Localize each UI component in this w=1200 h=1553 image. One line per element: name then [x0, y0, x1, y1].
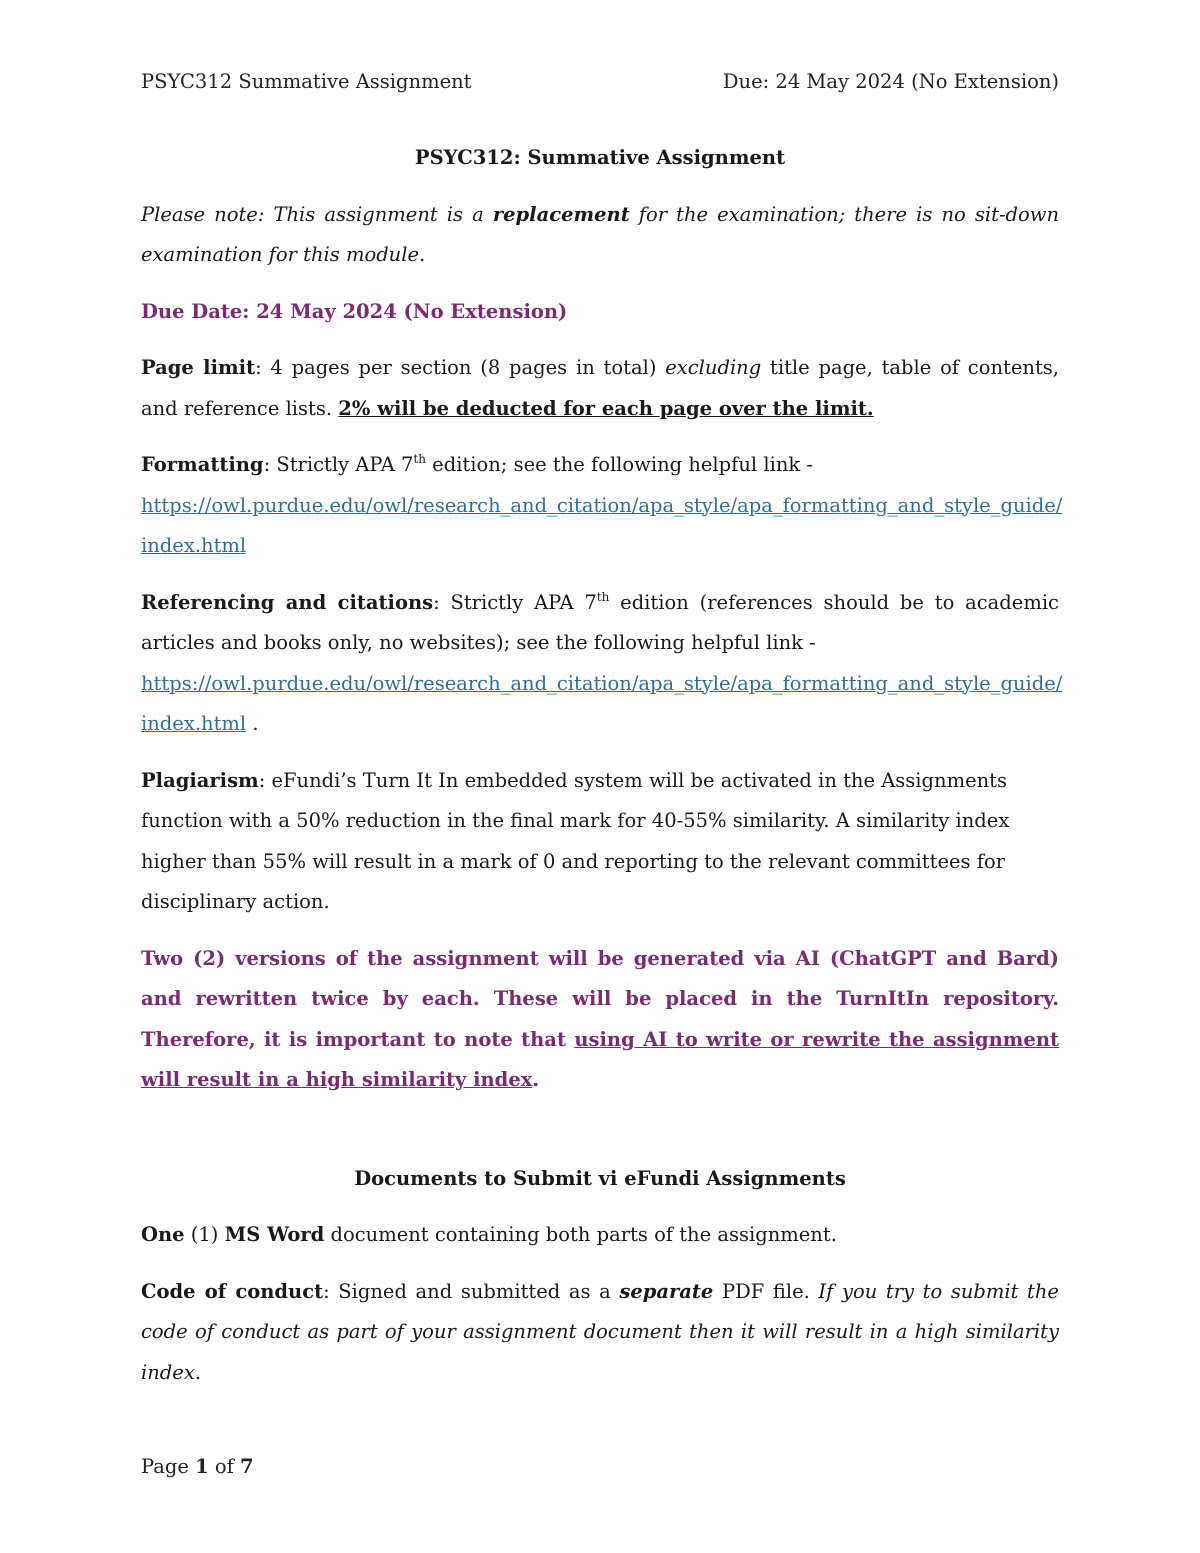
referencing-label: Referencing and citations: [141, 590, 434, 614]
one-doc-paragraph: [141, 1215, 1059, 1256]
ai-warning-text: Two (2) versions of the assignment will be generated via AI (ChatGPT and Bard) and rewritten twice by each. These will be placed in the TurnItIn repository. Therefore, it is important to note that: [141, 946, 1059, 1051]
note-prefix: Please note: This assignment is a: [141, 202, 493, 226]
ai-warning-end: .: [532, 1068, 540, 1091]
footer-page-num: 1: [195, 1455, 209, 1478]
plagiarism-paragraph: [141, 761, 1059, 923]
referencing-link[interactable]: [141, 672, 1062, 736]
footer-total: 7: [240, 1455, 254, 1478]
referencing-trail: .: [246, 712, 259, 735]
due-date: [141, 292, 1059, 333]
one-doc-b1: One: [141, 1223, 185, 1246]
formatting-text2: edition; see the following helpful link -: [425, 453, 813, 476]
referencing-paragraph: [141, 583, 1063, 745]
referencing-text2: edition (references should be to academic articles and books only, no websites); see the following helpful link -: [141, 590, 1059, 654]
ai-warning-underlined: using AI to write or rewrite the assignment will result in a high similarity index: [141, 1027, 1060, 1091]
coc-label: Code of conduct: [141, 1279, 324, 1303]
page-limit-text1: : 4 pages per section (8 pages in total): [255, 356, 666, 379]
page-limit-text2: title page, table of contents, and reference lists.: [141, 356, 1060, 420]
formatting-sup: th: [413, 452, 426, 466]
ai-warning-paragraph: [141, 939, 1059, 1101]
footer-of-word: of: [208, 1455, 241, 1478]
coc-text2: PDF file.: [713, 1279, 819, 1303]
plagiarism-text: : eFundi’s Turn It In embedded system will be activated in the Assignments function with a 50% reduction in the final mark for 40-55% similarity. A similarity index higher than 55% will result in a mark of 0 and reporting to the relevant committees for disciplinary action.: [141, 768, 1010, 913]
page-limit-italic: excluding: [665, 356, 762, 379]
documents-title: Documents to Submit vi eFundi Assignments: [354, 1166, 846, 1190]
page-limit-paragraph: [141, 348, 1059, 429]
page-limit-label: Page limit: [141, 356, 256, 379]
formatting-label: Formatting: [141, 453, 264, 476]
formatting-text1: : Strictly APA 7: [263, 453, 414, 476]
coc-separate: separate: [619, 1279, 714, 1303]
formatting-link-line2: index.html: [141, 534, 247, 557]
page-limit-penalty: 2% will be deducted for each page over the limit.: [338, 396, 874, 420]
referencing-link-line1: https://owl.purdue.edu/owl/research_and_citation/apa_style/apa_formatting_and_style_guide/: [141, 671, 1063, 695]
one-doc-b2: MS Word: [224, 1223, 325, 1246]
one-doc-t1: (1): [184, 1223, 225, 1246]
referencing-link-line2: index.html: [141, 712, 247, 735]
coc-italic: If you try to submit the code of conduct as part of your assignment document then it will result in a high similarity index.: [141, 1279, 1059, 1384]
note-paragraph: [141, 195, 1059, 276]
coc-text1: : Signed and submitted as a: [323, 1279, 620, 1303]
page-footer: [141, 1455, 254, 1478]
page-header: [141, 70, 1059, 93]
footer-page-word: Page: [141, 1455, 196, 1478]
one-doc-t2: document containing both parts of the assignment.: [324, 1223, 837, 1246]
formatting-link[interactable]: [141, 494, 1062, 558]
header-left: PSYC312 Summative Assignment: [141, 70, 472, 93]
section-spacer: [141, 1117, 1059, 1159]
due-date-text: Due Date: 24 May 2024 (No Extension): [141, 299, 568, 323]
code-of-conduct-paragraph: [141, 1272, 1059, 1394]
note-suffix: for the examination; there is no sit-down examination for this module.: [141, 202, 1060, 266]
document-body: [141, 138, 1063, 1409]
header-right: Due: 24 May 2024 (No Extension): [722, 70, 1059, 93]
referencing-text1: : Strictly APA 7: [433, 590, 597, 614]
document-title: PSYC312: Summative Assignment: [414, 146, 786, 169]
referencing-sup: th: [596, 589, 610, 604]
formatting-paragraph: [141, 445, 1063, 567]
formatting-link-line1: https://owl.purdue.edu/owl/research_and_citation/apa_style/apa_formatting_and_style_guide/: [141, 493, 1063, 517]
plagiarism-label: Plagiarism: [141, 768, 259, 792]
note-bold: replacement: [492, 202, 630, 226]
